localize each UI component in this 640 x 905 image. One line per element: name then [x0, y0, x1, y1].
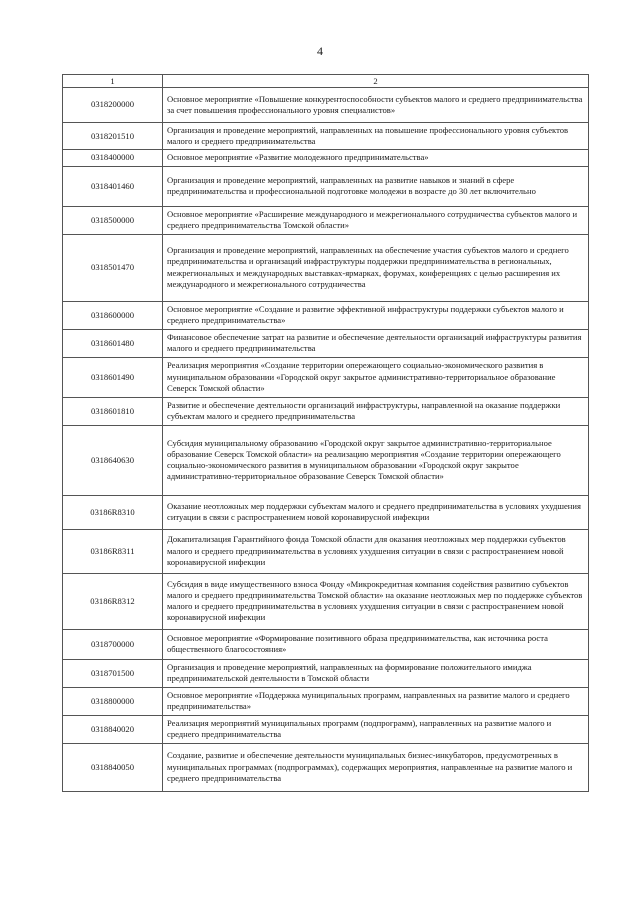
table-row [63, 357, 589, 397]
row-code: 0318800000 [63, 687, 163, 715]
row-description: Организация и проведение мероприятий, направленных на повышение профессионального уровня субъектов малого и среднего предпринимательства [163, 123, 589, 150]
row-description: Реализация мероприятий муниципальных программ (подпрограмм), направленных на развитие малого и среднего предпринимательства [163, 715, 589, 743]
table-row [63, 234, 589, 301]
row-code: 03186R8311 [63, 529, 163, 573]
row-description: Основное мероприятие «Создание и развитие эффективной инфраструктуры поддержки субъектов малого и среднего предпринимательства» [163, 301, 589, 329]
table-row [63, 206, 589, 234]
row-code: 0318601490 [63, 357, 163, 397]
table-row [63, 743, 589, 791]
row-description: Основное мероприятие «Формирование позитивного образа предпринимательства, как источника роста общественного благосостояния» [163, 629, 589, 659]
row-code: 0318200000 [63, 88, 163, 123]
table-header-row [63, 75, 589, 88]
row-code: 03186R8310 [63, 495, 163, 529]
row-description: Организация и проведение мероприятий, направленных на обеспечение участия субъектов малого и среднего предпринимательства и организаций инфраструктуры поддержки предпринимательства в региональных, межрегиональных и международных выставках-ярмарках, форумах, конференциях с целью расширения их международного и межрегионального сотрудничества [163, 234, 589, 301]
table-row [63, 529, 589, 573]
row-code: 0318400000 [63, 150, 163, 166]
table-row [63, 629, 589, 659]
table-row [63, 301, 589, 329]
row-description: Реализация мероприятия «Создание территории опережающего социально-экономического развития в муниципальном образовании «Городской округ закрытое административно-территориальное образование Северск Томской области» [163, 357, 589, 397]
table-row [63, 329, 589, 357]
table-row [63, 659, 589, 687]
table-row [63, 573, 589, 629]
row-description: Создание, развитие и обеспечение деятельности муниципальных бизнес-инкубаторов, предусмотренных в муниципальных программах (подпрограммах), содержащих мероприятия, направленные на развитие малого и среднего предпринимательства [163, 743, 589, 791]
row-code: 0318700000 [63, 629, 163, 659]
column-header-2: 2 [163, 75, 589, 88]
table-row [63, 687, 589, 715]
row-code: 0318640630 [63, 425, 163, 495]
row-code: 0318840050 [63, 743, 163, 791]
table-row [63, 88, 589, 123]
row-description: Основное мероприятие «Расширение международного и межрегионального сотрудничества субъектов малого и среднего предпринимательства Томской области» [163, 206, 589, 234]
budget-classification-table [62, 74, 589, 792]
row-code: 0318601810 [63, 397, 163, 425]
row-code: 0318601480 [63, 329, 163, 357]
row-code: 03186R8312 [63, 573, 163, 629]
row-code: 0318401460 [63, 166, 163, 206]
row-code: 0318600000 [63, 301, 163, 329]
row-code: 0318840020 [63, 715, 163, 743]
table-row [63, 715, 589, 743]
row-description: Основное мероприятие «Развитие молодежного предпринимательства» [163, 150, 589, 166]
table-row [63, 123, 589, 150]
row-description: Финансовое обеспечение затрат на развитие и обеспечение деятельности организаций инфраструктуры развития малого и среднего предпринимательства [163, 329, 589, 357]
row-code: 0318501470 [63, 234, 163, 301]
table-row [63, 150, 589, 166]
row-description: Основное мероприятие «Поддержка муниципальных программ, направленных на развитие малого и среднего предпринимательства» [163, 687, 589, 715]
row-description: Субсидия в виде имущественного взноса Фонду «Микрокредитная компания содействия развитию субъектов малого и среднего предпринимательства Томской области» на оказание неотложных мер по поддержке субъектов малого и среднего предпринимательства в условиях ухудшения ситуации в связи с распространением новой коронавирусной инфекции [163, 573, 589, 629]
row-description: Организация и проведение мероприятий, направленных на формирование положительного имиджа предпринимательской деятельности в Томской области [163, 659, 589, 687]
table-row [63, 166, 589, 206]
row-code: 0318500000 [63, 206, 163, 234]
row-description: Оказание неотложных мер поддержки субъектам малого и среднего предпринимательства в условиях ухудшения ситуации в связи с распространением новой коронавирусной инфекции [163, 495, 589, 529]
page-number: 4 [317, 44, 323, 58]
row-code: 0318701500 [63, 659, 163, 687]
column-header-1: 1 [63, 75, 163, 88]
row-description: Развитие и обеспечение деятельности организаций инфраструктуры, направленной на оказание поддержки субъектам малого и среднего предпринимательства [163, 397, 589, 425]
row-description: Основное мероприятие «Повышение конкурентоспособности субъектов малого и среднего предпринимательства за счет повышения профессионального уровня специалистов» [163, 88, 589, 123]
row-description: Организация и проведение мероприятий, направленных на развитие навыков и знаний в сфере предпринимательства и профессиональной подготовке молодежи в возрасте до 30 лет включительно [163, 166, 589, 206]
table-row [63, 397, 589, 425]
table-row [63, 425, 589, 495]
table-row [63, 495, 589, 529]
row-description: Субсидия муниципальному образованию «Городской округ закрытое административно-территориальное образование Северск Томской области» на реализацию мероприятия «Создание территории опережающего социально-экономического развития в муниципальном образовании «Городской округ закрытое административно-территориальное образование Северск Томской области» [163, 425, 589, 495]
row-description: Докапитализация Гарантийного фонда Томской области для оказания неотложных мер поддержки субъектов малого и среднего предпринимательства в условиях ухудшения ситуации в связи с распространением новой коронавирусной инфекции [163, 529, 589, 573]
row-code: 0318201510 [63, 123, 163, 150]
